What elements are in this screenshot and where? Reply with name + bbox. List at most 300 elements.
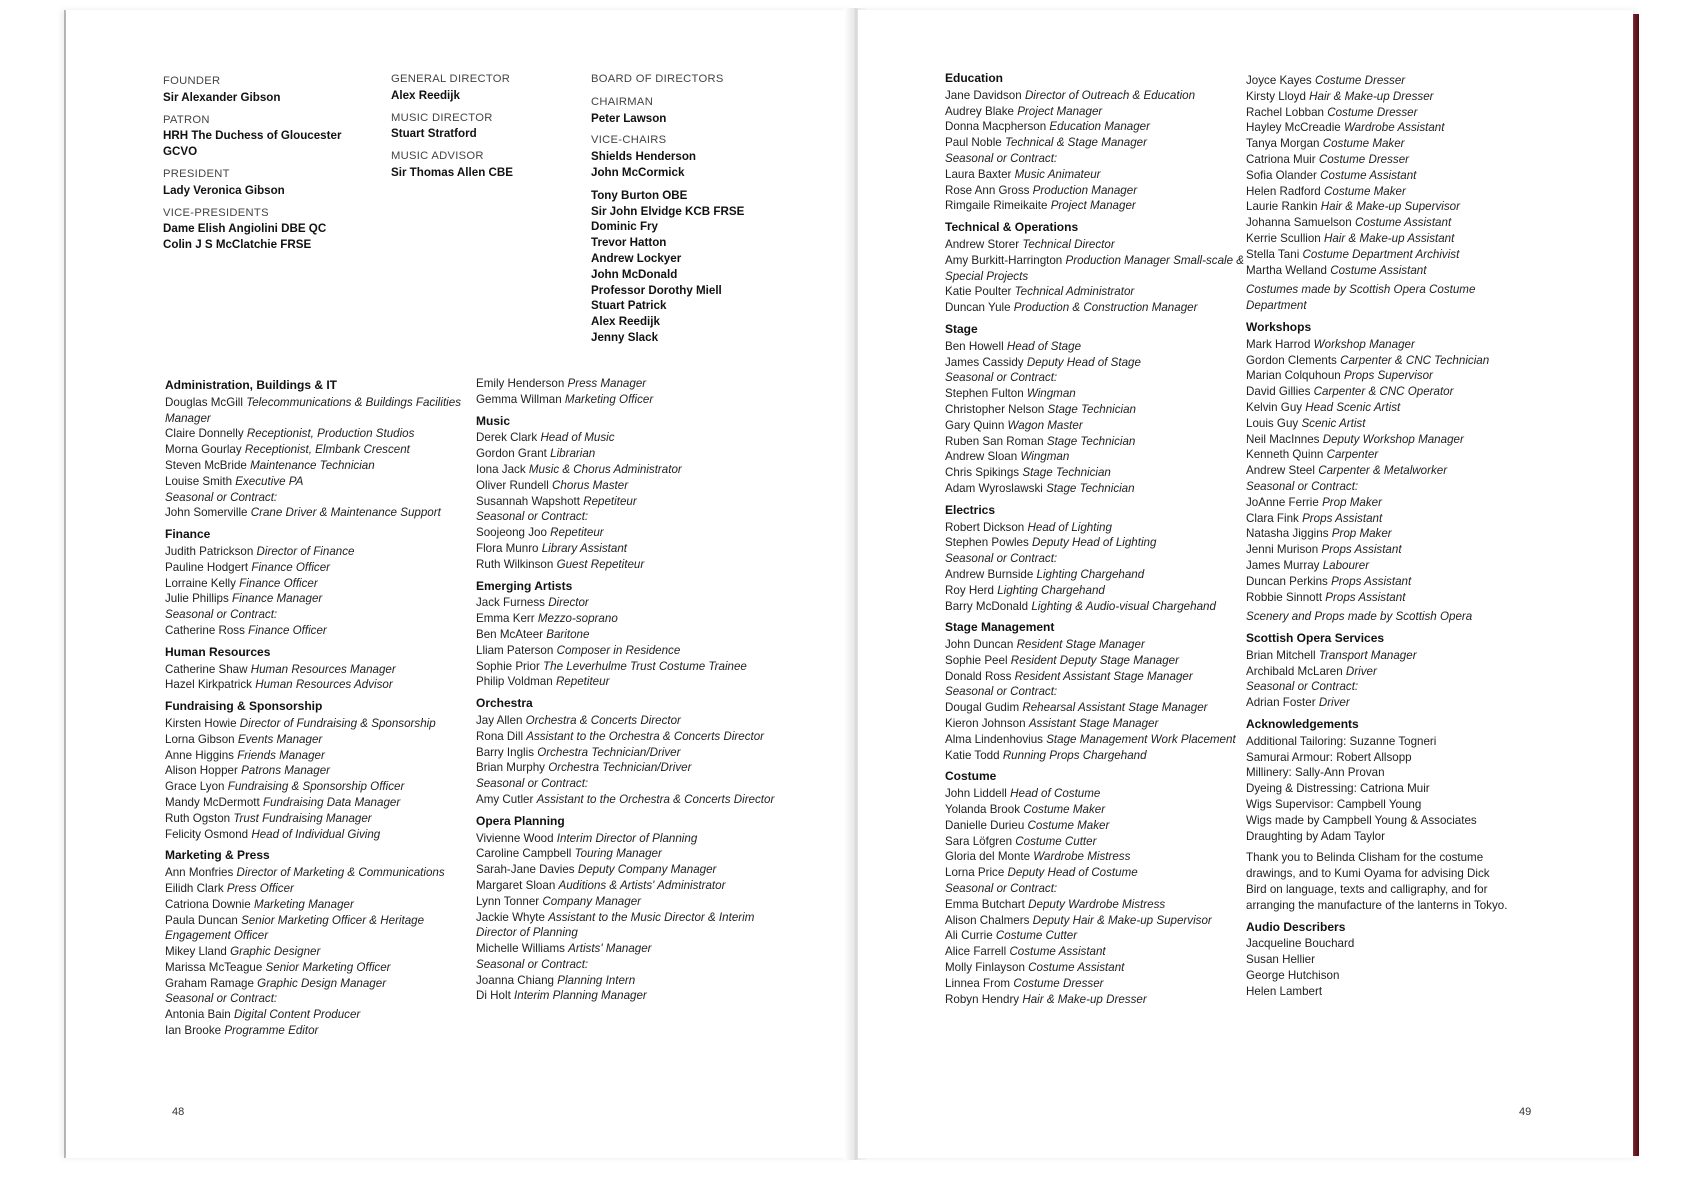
staff-role: Props Assistant	[1302, 511, 1383, 525]
officer-name: Peter Lawson	[591, 111, 667, 125]
staff-role: Workshop Manager	[1313, 337, 1415, 351]
staff-entry	[165, 505, 465, 521]
staff-name: Ruth Ogston	[165, 811, 231, 825]
staff-entry	[165, 544, 465, 560]
staff-role: Director of Outreach & Education	[1024, 88, 1196, 102]
staff-name: Rose Ann Gross	[945, 183, 1030, 197]
staff-name: Lorna Price	[945, 866, 1005, 880]
staff-name: Oliver Rundell	[476, 478, 549, 492]
staff-entry	[165, 881, 465, 897]
staff-role: Prop Maker	[1331, 527, 1392, 541]
staff-entry	[476, 462, 786, 478]
staff-name: Paula Duncan	[165, 913, 238, 927]
staff-name: Molly Finlayson	[945, 961, 1025, 975]
staff-name: Soojeong Joo	[476, 526, 547, 540]
staff-name: Stephen Powles	[945, 536, 1029, 550]
staff-entry	[165, 865, 465, 881]
staff-name: James Murray	[1246, 558, 1320, 572]
staff-role: Lighting Chargehand	[997, 583, 1105, 597]
staff-name: Anne Higgins	[165, 748, 234, 762]
staff-entry	[476, 446, 786, 462]
staff-role: Stage Management Work Placement	[1046, 732, 1236, 746]
contract-label: Seasonal or Contract:	[1246, 479, 1359, 493]
staff-name: Rachel Lobban	[1246, 105, 1324, 119]
staff-name: Gary Quinn	[945, 418, 1005, 432]
staff-role: Touring Manager	[574, 847, 662, 861]
staff-role: Resident Stage Manager	[1016, 638, 1145, 652]
staff-entry	[476, 988, 786, 1004]
section-heading: Stage	[945, 321, 978, 336]
staff-role: Auditions & Artists' Administrator	[558, 878, 726, 892]
staff-name: Gordon Clements	[1246, 353, 1337, 367]
staff-entry	[165, 763, 465, 779]
staff-name: John Liddell	[945, 787, 1007, 801]
staff-entry	[945, 786, 1245, 802]
officer-name: HRH The Duchess of Gloucester	[163, 129, 342, 143]
section-heading: Scottish Opera Services	[1246, 631, 1385, 646]
staff-entry	[476, 595, 786, 611]
contract-label: Seasonal or Contract:	[945, 685, 1058, 699]
staff-name: Roy Herd	[945, 583, 994, 597]
staff-role: Repetiteur	[555, 675, 610, 689]
staff-role: Costume Department Archivist	[1302, 247, 1460, 261]
staff-name: John Somerville	[165, 506, 248, 520]
officer-name: Trevor Hatton	[591, 236, 667, 250]
staff-name: Kirsten Howie	[165, 716, 237, 730]
staff-name: Robyn Hendry	[945, 992, 1020, 1006]
staff-entry	[165, 748, 465, 764]
staff-role: Technical Director	[1022, 237, 1115, 251]
staff-role: Fundraising & Sponsorship Officer	[227, 780, 405, 794]
staff-entry	[945, 284, 1245, 300]
staff-name: Donna Macpherson	[945, 120, 1047, 134]
staff-entry	[1246, 558, 1511, 574]
staff-entry	[476, 494, 786, 510]
staff-role: Production Manager	[1032, 183, 1138, 197]
staff-name: Susannah Wapshott	[476, 494, 580, 508]
staff-name: Sophie Prior	[476, 659, 540, 673]
staff-entry	[945, 167, 1245, 183]
staff-name: Catriona Muir	[1246, 152, 1316, 166]
staff-entry	[945, 355, 1245, 371]
contract-label: Seasonal or Contract:	[165, 608, 278, 622]
staff-entry	[1246, 73, 1511, 89]
staff-entry	[476, 509, 786, 525]
section-heading: Marketing & Press	[165, 848, 270, 863]
staff-entry	[165, 795, 465, 811]
staff-entry	[476, 557, 786, 573]
staff-name: Linnea From	[945, 976, 1011, 990]
staff-name: Natasha Jiggins	[1246, 527, 1329, 541]
staff-entry	[945, 802, 1245, 818]
staff-name: Adam Wyroslawski	[945, 481, 1043, 495]
staff-role: Head of Costume	[1010, 787, 1101, 801]
staff-name: Lliam Paterson	[476, 643, 554, 657]
staff-entry	[476, 478, 786, 494]
staff-role: Carpenter & CNC Operator	[1313, 385, 1454, 399]
staff-name: Marian Colquhoun	[1246, 369, 1341, 383]
section-heading: Stage Management	[945, 620, 1055, 635]
staff-name: Alison Hopper	[165, 764, 238, 778]
staff-section	[945, 620, 1245, 763]
section-heading: Technical & Operations	[945, 220, 1079, 235]
staff-role: Deputy Company Manager	[577, 863, 717, 877]
staff-name: Di Holt	[476, 989, 511, 1003]
staff-entry	[476, 894, 786, 910]
credit-line: Draughting by Adam Taylor	[1246, 829, 1385, 843]
staff-role: Costume Dresser	[1318, 152, 1410, 166]
staff-entry	[945, 481, 1245, 497]
staff-name: Graham Ramage	[165, 976, 254, 990]
contract-label: Seasonal or Contract:	[945, 552, 1058, 566]
staff-name: Julie Phillips	[165, 592, 229, 606]
staff-name: Ian Brooke	[165, 1024, 222, 1038]
staff-role: Director of Fundraising & Sponsorship	[239, 716, 436, 730]
officer-name: Dame Elish Angiolini DBE QC	[163, 222, 327, 236]
staff-role: Receptionist, Production Studios	[246, 427, 415, 441]
section-heading: Audio Describers	[1246, 919, 1346, 934]
officer-name: Sir Alexander Gibson	[163, 90, 281, 104]
staff-entry	[945, 183, 1245, 199]
officer-block	[391, 72, 571, 104]
staff-entry	[945, 253, 1245, 285]
staff-entry	[945, 465, 1245, 481]
staff-entry	[945, 151, 1245, 167]
staff-entry	[165, 395, 465, 427]
staff-name: Mark Harrod	[1246, 337, 1311, 351]
staff-role: Deputy Workshop Manager	[1322, 432, 1464, 446]
staff-entry	[165, 811, 465, 827]
staff-entry	[945, 849, 1245, 865]
staff-role: Finance Manager	[232, 592, 323, 606]
staff-role: Finance Officer	[239, 576, 318, 590]
page-number: 48	[172, 1106, 185, 1118]
page-number: 49	[1519, 1106, 1532, 1118]
staff-entry	[945, 944, 1245, 960]
staff-name: Martha Welland	[1246, 263, 1327, 277]
staff-name: Gloria del Monte	[945, 850, 1031, 864]
credit-note: Costumes made by Scottish Opera Costume Department	[1246, 283, 1476, 313]
staff-entry	[1246, 648, 1511, 664]
staff-name: Margaret Sloan	[476, 878, 556, 892]
officer-title: CHAIRMAN	[591, 95, 654, 108]
staff-entry	[945, 732, 1245, 748]
staff-name: Ali Currie	[945, 929, 993, 943]
staff-entry	[945, 960, 1245, 976]
staff-role: Costume Maker	[1027, 818, 1110, 832]
staff-section	[476, 579, 786, 691]
staff-name: Kelvin Guy	[1246, 400, 1303, 414]
staff-entry	[1246, 542, 1511, 558]
staff-entry	[165, 623, 465, 639]
staff-name: Hazel Kirkpatrick	[165, 678, 252, 692]
staff-entry	[1246, 679, 1511, 695]
officer-block	[391, 149, 571, 181]
staff-name: Emily Henderson	[476, 377, 565, 390]
staff-role: Deputy Wardrobe Mistress	[1028, 897, 1166, 911]
staff-role: Rehearsal Assistant Stage Manager	[1022, 701, 1208, 715]
staff-entry	[945, 370, 1245, 386]
staff-entry	[1246, 337, 1511, 353]
staff-entry	[165, 991, 465, 1007]
staff-section	[945, 322, 1245, 497]
staff-name: Felicity Osmond	[165, 827, 249, 841]
staff-name: Andrew Burnside	[945, 567, 1034, 581]
staff-name: Johanna Samuelson	[1246, 216, 1352, 230]
staff-role: Baritone	[546, 627, 590, 641]
staff-role: Patrons Manager	[241, 764, 330, 778]
staff-role: Marketing Manager	[253, 897, 354, 911]
staff-entry	[945, 834, 1245, 850]
officer-name: John McDonald	[591, 267, 678, 281]
staff-entry	[945, 88, 1245, 104]
staff-role: Head of Stage	[1006, 339, 1082, 353]
contract-label: Seasonal or Contract:	[945, 882, 1058, 896]
officer-block	[391, 111, 571, 143]
staff-role: Production & Construction Manager	[1013, 301, 1198, 315]
staff-name: JoAnne Ferrie	[1246, 495, 1319, 509]
staff-name: Emma Kerr	[476, 612, 535, 626]
staff-entry	[476, 430, 786, 446]
staff-entry	[165, 1007, 465, 1023]
staff-name: Ruth Wilkinson	[476, 557, 554, 571]
staff-name: Andrew Sloan	[945, 450, 1018, 464]
staff-name: Rona Dill	[476, 729, 524, 743]
staff-name: Jackie Whyte	[476, 910, 545, 924]
staff-role: Project Manager	[1017, 104, 1103, 118]
staff-name: Caroline Campbell	[476, 847, 572, 861]
staff-entry	[476, 674, 786, 690]
staff-entry	[476, 910, 786, 942]
staff-name: Sara Löfgren	[945, 834, 1013, 848]
staff-role: Head Scenic Artist	[1305, 400, 1401, 414]
staff-role: Friends Manager	[237, 748, 325, 762]
staff-role: Lighting & Audio-visual Chargehand	[1031, 599, 1216, 613]
staff-role: Costume Maker	[1322, 137, 1405, 151]
staff-entry	[945, 865, 1245, 881]
staff-role: Programme Editor	[224, 1024, 319, 1038]
staff-entry	[1246, 590, 1511, 606]
staff-role: Running Props Chargehand	[1002, 748, 1147, 762]
staff-role: Repetiteur	[583, 494, 637, 508]
staff-entry	[476, 760, 786, 776]
staff-role: Driver	[1318, 696, 1350, 710]
staff-entry	[476, 729, 786, 745]
staff-name: Jenni Murison	[1246, 543, 1319, 557]
left-staff-column-a	[165, 378, 465, 1045]
staff-name: Catriona Downie	[165, 897, 251, 911]
staff-role: Crane Driver & Maintenance Support	[250, 506, 441, 520]
staff-role: Costume Dresser	[1013, 976, 1104, 990]
staff-name: Duncan Yule	[945, 301, 1011, 315]
staff-name: Brian Mitchell	[1246, 648, 1316, 662]
staff-role: Head of Individual Giving	[251, 827, 381, 841]
staff-entry	[945, 449, 1245, 465]
staff-role: Human Resources Advisor	[255, 678, 393, 692]
contract-label: Seasonal or Contract:	[165, 490, 278, 504]
staff-entry	[945, 653, 1245, 669]
staff-role: Hair & Make-up Assistant	[1323, 231, 1455, 245]
staff-entry	[476, 941, 786, 957]
contract-label: Seasonal or Contract:	[945, 151, 1058, 165]
staff-name: Tanya Morgan	[1246, 137, 1320, 151]
credit-note: Scenery and Props made by Scottish Opera	[1246, 610, 1473, 624]
staff-name: Laurie Rankin	[1246, 200, 1318, 214]
staff-entry	[1246, 152, 1511, 168]
staff-entry	[1246, 120, 1511, 136]
staff-name: Audrey Blake	[945, 104, 1014, 118]
staff-entry	[476, 525, 786, 541]
staff-entry	[945, 567, 1245, 583]
officer-block	[591, 188, 791, 346]
staff-role: The Leverhulme Trust Costume Trainee	[543, 659, 747, 673]
staff-entry	[945, 237, 1245, 253]
staff-role: Digital Content Producer	[233, 1008, 361, 1022]
officer-title: GENERAL DIRECTOR	[391, 73, 511, 85]
staff-name: Vivienne Wood	[476, 831, 554, 845]
staff-section	[1246, 73, 1511, 314]
officer-name: Stuart Patrick	[591, 299, 667, 313]
staff-name: Barry McDonald	[945, 599, 1029, 613]
staff-entry	[1246, 263, 1511, 279]
staff-role: Interim Director of Planning	[556, 831, 698, 845]
staff-role: Head of Music	[540, 431, 615, 445]
staff-entry	[945, 637, 1245, 653]
staff-entry	[165, 662, 465, 678]
section-heading: Fundraising & Sponsorship	[165, 699, 323, 714]
staff-role: Stage Technician	[1047, 402, 1137, 416]
staff-section	[1246, 320, 1511, 625]
staff-name: Joanna Chiang	[476, 973, 554, 987]
staff-entry	[1246, 353, 1511, 369]
staff-role: Director of Finance	[256, 544, 355, 558]
staff-entry	[476, 541, 786, 557]
staff-entry	[1246, 184, 1511, 200]
staff-role: Head of Lighting	[1027, 520, 1112, 534]
staff-entry	[165, 490, 465, 506]
staff-role: Wardrobe Mistress	[1033, 850, 1131, 864]
staff-entry	[945, 976, 1245, 992]
staff-entry	[476, 878, 786, 894]
staff-role: Maintenance Technician	[250, 458, 375, 472]
staff-entry	[945, 119, 1245, 135]
staff-section	[1246, 717, 1511, 914]
staff-role: Press Officer	[226, 881, 294, 895]
staff-role: Senior Marketing Officer & Heritage Engagement Officer	[165, 913, 425, 943]
officer-name: Stuart Stratford	[391, 127, 477, 141]
staff-role: Assistant Stage Manager	[1028, 717, 1159, 731]
staff-name: Marissa McTeague	[165, 960, 263, 974]
staff-name: Pauline Hodgert	[165, 560, 249, 574]
staff-role: Deputy Head of Stage	[1026, 355, 1141, 369]
staff-role: Repetiteur	[550, 526, 604, 540]
staff-role: Music Animateur	[1014, 167, 1101, 181]
staff-entry	[945, 992, 1245, 1008]
staff-section	[165, 645, 465, 693]
staff-role: Finance Officer	[251, 560, 330, 574]
staff-role: Interim Planning Manager	[514, 989, 647, 1003]
staff-entry	[1246, 447, 1511, 463]
staff-name: Kenneth Quinn	[1246, 448, 1324, 462]
officer-title: BOARD OF DIRECTORS	[591, 73, 724, 85]
staff-name: Ben Howell	[945, 339, 1004, 353]
credit-line: Dyeing & Distressing: Catriona Muir	[1246, 782, 1430, 796]
contract-label: Seasonal or Contract:	[476, 777, 589, 791]
staff-role: Chorus Master	[552, 478, 629, 492]
staff-role: Artists' Manager	[568, 942, 652, 956]
staff-name: Archibald McLaren	[1246, 664, 1343, 678]
staff-entry	[1246, 574, 1511, 590]
credit-line: Samurai Armour: Robert Allsopp	[1246, 750, 1412, 764]
staff-entry	[1246, 384, 1511, 400]
staff-entry	[945, 402, 1245, 418]
staff-entry	[476, 862, 786, 878]
staff-entry	[165, 458, 465, 474]
staff-name: Amy Cutler	[476, 792, 534, 806]
staff-name: Jane Davidson	[945, 88, 1022, 102]
staff-entry	[1246, 432, 1511, 448]
officer-title: FOUNDER	[163, 75, 221, 87]
staff-section	[945, 71, 1245, 214]
staff-name: Judith Patrickson	[165, 544, 254, 558]
staff-role: Project Manager	[1050, 199, 1136, 213]
staff-role: Assistant to the Music Director & Interim Director of Planning	[476, 910, 755, 940]
staff-role: Lighting Chargehand	[1036, 567, 1145, 581]
staff-entry	[165, 576, 465, 592]
staff-entry	[945, 818, 1245, 834]
staff-entry	[165, 560, 465, 576]
staff-section	[945, 769, 1245, 1007]
credit-line: Jacqueline Bouchard	[1246, 937, 1355, 951]
staff-name: Stella Tani	[1246, 247, 1300, 261]
staff-name: Ben McAteer	[476, 627, 544, 641]
staff-name: Louise Smith	[165, 474, 233, 488]
staff-name: Jack Furness	[476, 596, 545, 610]
staff-name: Lorna Gibson	[165, 732, 235, 746]
staff-name: Chris Spikings	[945, 466, 1020, 480]
staff-role: Planning Intern	[557, 973, 636, 987]
staff-entry	[1246, 511, 1511, 527]
staff-section	[165, 848, 465, 1039]
staff-entry	[1246, 695, 1511, 711]
section-heading: Workshops	[1246, 319, 1312, 334]
officer-title: MUSIC DIRECTOR	[391, 111, 493, 124]
staff-role: Press Manager	[567, 377, 647, 390]
officer-name: Dominic Fry	[591, 220, 658, 234]
staff-name: Claire Donnelly	[165, 427, 244, 441]
staff-entry	[165, 976, 465, 992]
officer-title: MUSIC ADVISOR	[391, 150, 484, 163]
contract-label: Seasonal or Contract:	[945, 371, 1058, 385]
staff-entry	[476, 776, 786, 792]
staff-name: Grace Lyon	[165, 780, 225, 794]
staff-name: Lorraine Kelly	[165, 576, 236, 590]
staff-entry	[1246, 215, 1511, 231]
staff-role: Props Assistant	[1321, 543, 1402, 557]
staff-entry	[1246, 199, 1511, 215]
staff-role: Costume Maker	[1023, 803, 1106, 817]
staff-role: Orchestra Technician/Driver	[548, 761, 692, 775]
officer-block	[163, 113, 383, 160]
staff-entry	[165, 474, 465, 490]
officer-block	[163, 167, 383, 199]
staff-role: Wardrobe Assistant	[1343, 121, 1445, 135]
section-heading: Human Resources	[165, 644, 271, 659]
staff-role: Senior Marketing Officer	[265, 960, 391, 974]
officer-name: GCVO	[163, 145, 198, 159]
officer-block	[163, 206, 383, 253]
staff-name: Kieron Johnson	[945, 717, 1026, 731]
